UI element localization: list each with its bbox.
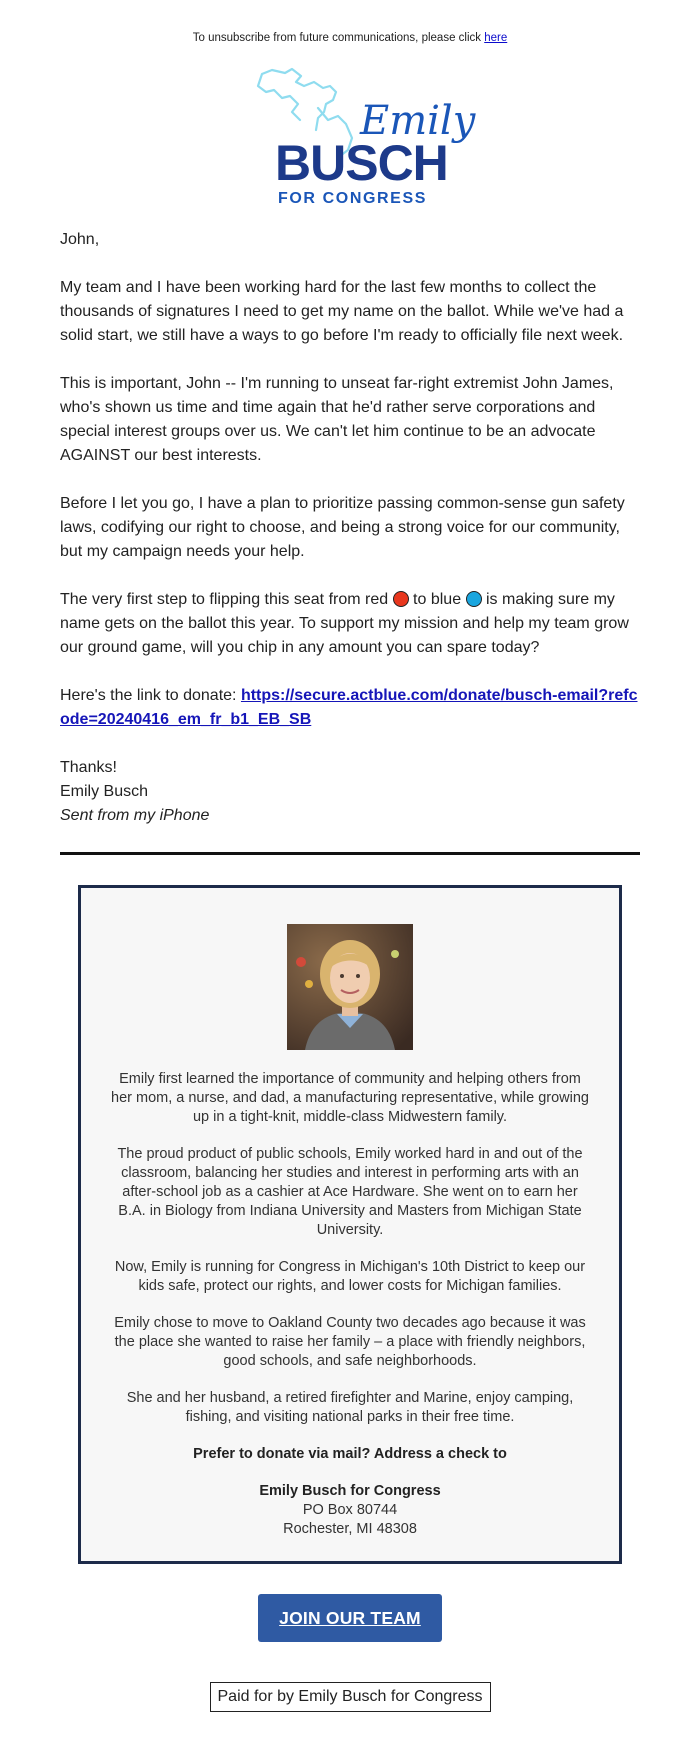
letter-body [0, 228, 700, 828]
unsubscribe-text: To unsubscribe from future communications, please click [192, 32, 482, 44]
donate-line [60, 684, 640, 732]
logo-graphic [0, 46, 700, 207]
bio-paragraph-1: Emily first learned the importance of community and helping others from her mom, a nurse, and dad, a manufacturing representative, while growing up in a tight-knit, middle-class Midwestern family. [111, 1071, 589, 1125]
address-name: Emily Busch for Congress [259, 1483, 441, 1499]
mailing-address [109, 1482, 591, 1539]
paragraph-4-part-a: The very first step to flipping this seat from red [60, 591, 389, 608]
bio-paragraph-5: She and her husband, a retired firefighter and Marine, enjoy camping, fishing, and visiting national parks in their free time. [126, 1390, 574, 1425]
bio-paragraph-3: Now, Emily is running for Congress in Michigan's 10th District to keep our kids safe, protect our rights, and lower costs for Michigan families. [114, 1259, 586, 1294]
footer [0, 1682, 700, 1712]
paragraph-1: My team and I have been working hard for the last few months to collect the thousands of signatures I need to get my name on the ballot. While we've had a solid start, we still have a ways to go before I'm ready to officially file next week. [60, 279, 624, 344]
paragraph-2: This is important, John -- I'm running to unseat far-right extremist John James, who's shown us time and time again that he'd rather serve corporations and special interest groups over us. We can't let him continue to be an advocate AGAINST our best interests. [60, 375, 614, 464]
logo-first-name: Emily [360, 98, 476, 144]
bio-paragraph-4: Emily chose to move to Oakland County two decades ago because it was the place she wanted to raise her family – a place with friendly neighbors, good schools, and safe neighborhoods. [114, 1315, 586, 1369]
unsubscribe-bar [0, 0, 700, 46]
sent-from: Sent from my iPhone [60, 807, 210, 824]
paragraph-4-part-b: to blue [413, 591, 462, 608]
donate-link[interactable]: https://secure.actblue.com/donate/busch-email?refcode=20240416_em_fr_b1_EB_SB [60, 687, 638, 728]
logo-last-name: BUSCH [275, 135, 448, 191]
address-line-2: Rochester, MI 48308 [283, 1521, 417, 1537]
unsubscribe-link[interactable]: here [484, 32, 508, 44]
paragraph-3: Before I let you go, I have a plan to prioritize passing common-sense gun safety laws, codifying our right to choose, and being a strong voice for our community, but my campaign needs your help. [60, 495, 625, 560]
campaign-logo [0, 46, 700, 207]
signature-block [60, 756, 640, 804]
blue-circle-icon [466, 591, 482, 607]
signature-name: Emily Busch [60, 783, 149, 800]
donate-prefix: Here's the link to donate: [60, 687, 237, 704]
portrait-image [287, 924, 413, 1050]
bio-card [78, 885, 622, 1564]
paid-for-disclaimer: Paid for by Emily Busch for Congress [210, 1682, 491, 1712]
logo-tagline: FOR CONGRESS [278, 190, 427, 207]
paragraph-4-part-c: is making sure my name gets on the ballot this year. To support my mission and help my team grow our ground game, will you chip in any amount you can spare today? [60, 591, 629, 656]
greeting: John, [60, 231, 100, 248]
cta-section [0, 1594, 700, 1642]
join-our-team-button[interactable]: JOIN OUR TEAM [258, 1594, 442, 1642]
mail-prompt: Prefer to donate via mail? Address a check to [193, 1446, 507, 1462]
paragraph-4 [60, 588, 640, 660]
bio-paragraph-2: The proud product of public schools, Emily worked hard in and out of the classroom, balancing her studies and interest in performing arts with an after-school job as a cashier at Ace Hardware. She went on to earn her B.A. in Biology from Indiana University and Masters from Michigan State University. [117, 1146, 583, 1238]
divider [60, 852, 640, 855]
red-circle-icon [393, 591, 409, 607]
avatar [287, 924, 413, 1050]
thanks: Thanks! [60, 759, 117, 776]
address-line-1: PO Box 80744 [302, 1502, 398, 1518]
